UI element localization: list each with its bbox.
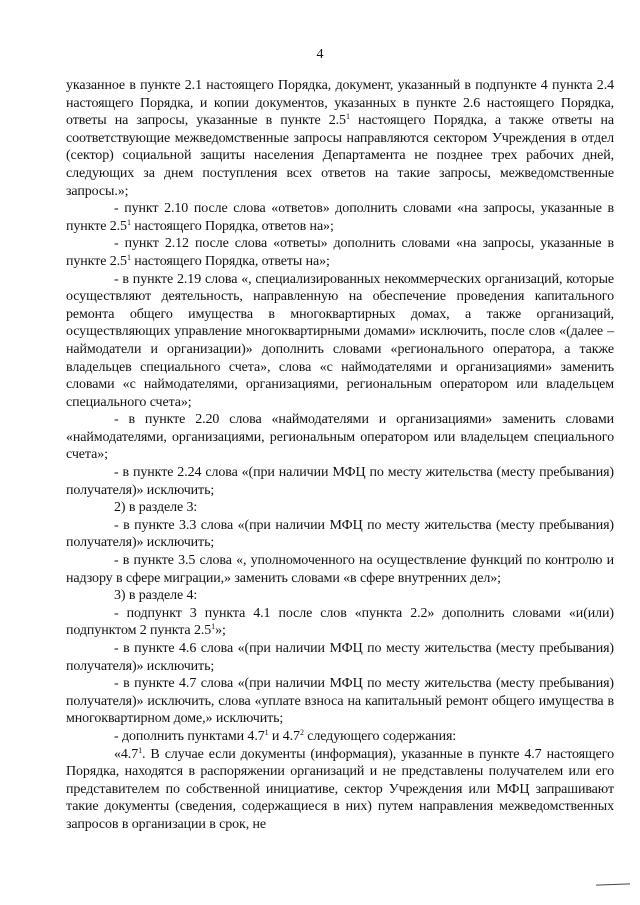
paragraph [66, 411, 614, 464]
paragraph [66, 271, 614, 412]
text-segment: »; [215, 623, 226, 639]
superscript-index: 1 [345, 112, 350, 122]
text-segment: - в пункте 3.3 слова «(при наличии МФЦ по месту жительства (месту пребывания) получателя)» исключить; [66, 517, 614, 551]
text-segment: - в пункте 3.5 слова «, уполномоченного на осуществление функций по контролю и надзору в сфере миграции,» заменить словами «в сфере внутренних дел»; [66, 553, 614, 586]
margin-mark [596, 879, 630, 885]
text-segment: - в пункте 2.20 слова «наймодателями и организациями» заменить словами «наймодателями, организациями, региональным оператором или владельцем специального счета»; [66, 412, 614, 463]
text-segment: - в пункте 2.24 слова «(при наличии МФЦ по месту жительства (месту пребывания) получателя)» исключить; [66, 465, 614, 498]
text-segment: - в пункте 4.7 слова «(при наличии МФЦ по месту жительства (месту пребывания) получателя)» исключить, слова «уплате взноса на капитальный ремонт общего имущества в многоквартирном доме,» исключить; [66, 676, 614, 727]
paragraph [66, 587, 614, 605]
paragraph [66, 499, 614, 517]
page-number: 4 [316, 47, 324, 62]
paragraph [66, 517, 614, 552]
paragraph [66, 77, 614, 200]
text-segment: настоящего Порядка, ответов на»; [130, 218, 334, 234]
paragraph [66, 235, 614, 270]
paragraph [66, 200, 614, 235]
text-segment: настоящего Порядка, а также ответы на соответствующие межведомственные запросы направляются сектором Учреждения в отдел (сектор) социальной защиты населения Департамента не позднее трех рабочих дней, следующих за днем поступления всех ответов на такие запросы, межведомственные запросы.»; [66, 113, 614, 199]
superscript-index: 1 [264, 727, 269, 737]
text-segment: настоящего Порядка, ответы на»; [130, 253, 330, 269]
text-segment: «4.7 [114, 746, 139, 762]
text-segment: указанное в пункте 2.1 настоящего Порядка, документ, указанный в подпункте 4 пункта 2.4 настоящего Порядка, и копии документов, указанных в пункте 2.6 настоящего Порядка, ответы на запросы, указанные в пункте 2.5 [66, 78, 614, 129]
text-segment: 2) в разделе 3: [114, 500, 198, 516]
text-segment: - в пункте 2.19 слова «, специализированных некоммерческих организаций, которые осуществляют деятельность, направленную на обеспечение проведения капитального ремонта общего имущества в многоквартирных домах, а также организаций, осуществляющих управление многоквартирными домами» исключить, после слов «(далее – наймодатели и организации)» дополнить словами «регионального оператора, а также владельцев специального счета», слова «с наймодателями и организациями» заменить словами «с наймодателями, организациями, региональным оператором или владельцем специального счета»; [66, 271, 614, 410]
text-segment: . В случае если документы (информация), указанные в пункте 4.7 настоящего Порядка, находятся в распоряжении организаций и не представлены получателем или его представителем по собственной инициативе, сектор Учреждения или МФЦ запрашивают такие документы (сведения, содержащиеся в них) путем направления межведомственных запросов в организации в срок, не [66, 746, 614, 832]
text-segment: следующего содержания: [303, 728, 457, 744]
paragraph [66, 728, 614, 746]
text-segment: - пункт 2.12 после слова «ответы» дополнить словами «на запросы, указанные в пункте 2.5 [66, 236, 614, 269]
superscript-index: 1 [126, 217, 131, 227]
paragraph [66, 464, 614, 499]
text-segment: 3) в разделе 4: [114, 588, 198, 604]
paragraph [66, 552, 614, 587]
text-segment: - пункт 2.10 после слова «ответов» дополнить словами «на запросы, указанные в пункте 2.5 [66, 201, 614, 234]
superscript-index: 1 [211, 622, 216, 632]
text-segment: - дополнить пунктами 4.7 [114, 728, 265, 744]
paragraph [66, 746, 614, 834]
superscript-index: 1 [126, 252, 131, 262]
paragraph [66, 605, 614, 640]
paragraph [66, 675, 614, 728]
superscript-index: 1 [138, 745, 143, 755]
text-segment: и 4.7 [268, 728, 300, 744]
superscript-index: 2 [299, 727, 304, 737]
paragraph [66, 640, 614, 675]
document-body [66, 77, 614, 834]
text-segment: - подпункт 3 пункта 4.1 после слов «пункта 2.2» дополнить словами «и(или) подпунктом 2 пункта 2.5 [66, 605, 614, 639]
text-segment: - в пункте 4.6 слова «(при наличии МФЦ по месту жительства (месту пребывания) получателя)» исключить; [66, 641, 614, 674]
